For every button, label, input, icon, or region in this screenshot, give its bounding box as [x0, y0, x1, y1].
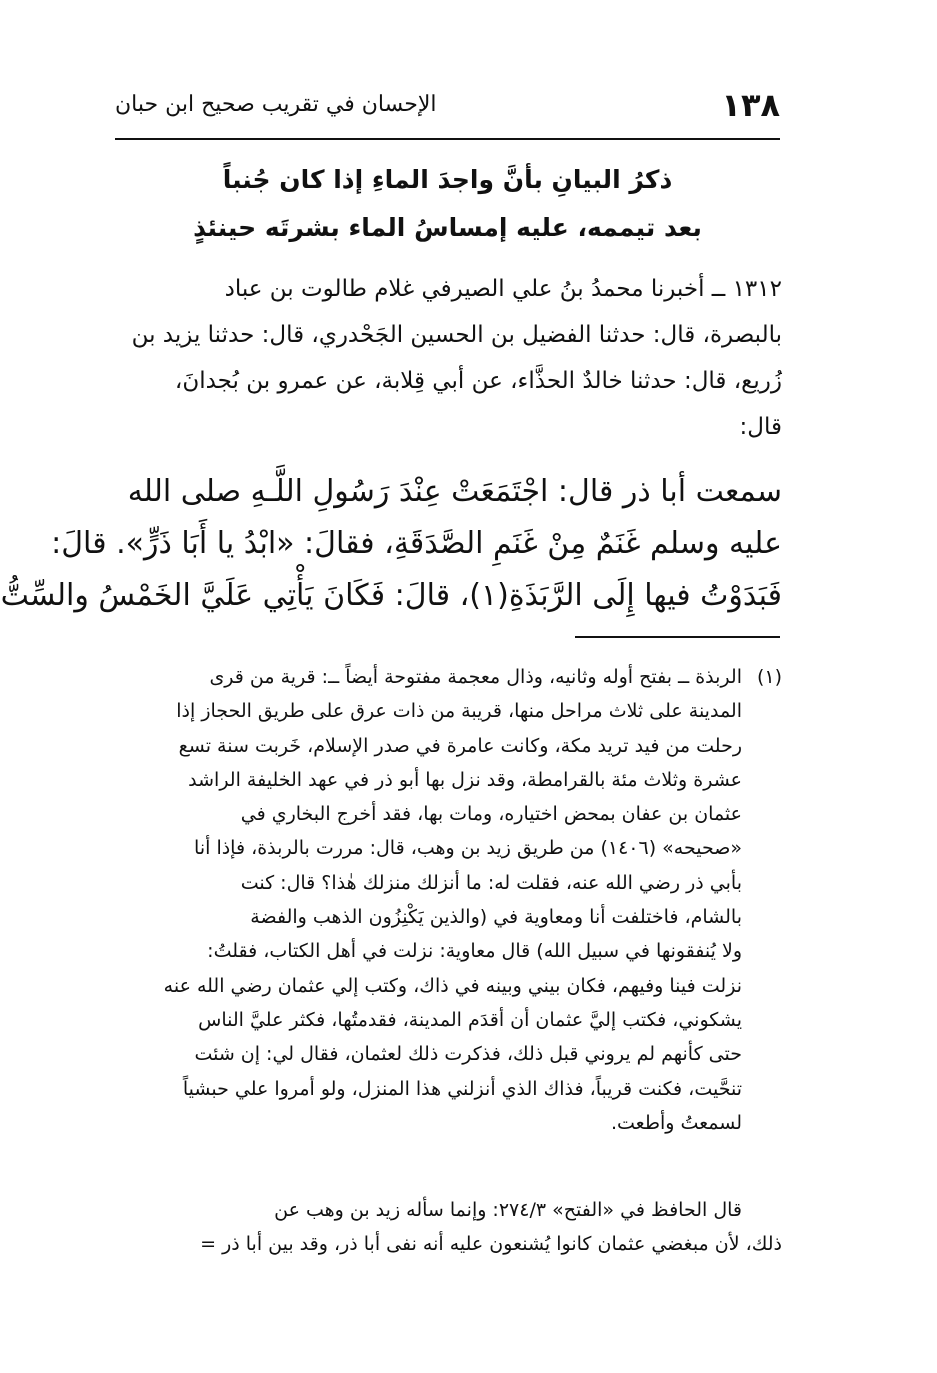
isnad-line: بالبصرة، قال: حدثنا الفضيل بن الحسين الجَحْدري، قال: حدثنا يزيد بن [131, 322, 782, 348]
isnad-line: قال: [739, 414, 782, 440]
footnote-number: (١) [756, 666, 782, 688]
footnote-line: لسمعتُ وأطعت. [610, 1111, 742, 1134]
footnote-line: قال الحافظ في «الفتح» ٢٧٤/٣: وإنما سأله زيد بن وهب عن [274, 1199, 742, 1221]
isnad-line: ١٣١٢ ــ أخبرنا محمدُ بنُ علي الصيرفي غلام طالوت بن عباد [224, 276, 782, 302]
footnote-line: تنحَّيت، فكنت قريباً، فذاك الذي أنزلني هذا المنزل، ولو أمروا علي حبشياً [182, 1077, 742, 1100]
footnote-line: ولا يُنفقونها في سبيل الله) قال معاوية: نزلت في أهل الكتاب، فقلتُ: [207, 940, 742, 963]
footnote-line: «صحيحه» (١٤٠٦) من طريق زيد بن وهب، قال: مررت بالربذة، فإذا أنا [194, 837, 742, 860]
page-header [115, 86, 780, 132]
footnote-divider [575, 636, 780, 638]
footnote-line: عثمان بن عفان بمحض اختياره، ومات بها، فقد أخرج البخاري في [240, 803, 742, 826]
isnad-line: زُريع، قال: حدثنا خالدٌ الحذَّاء، عن أبي قِلابة، عن عمرو بن بُجدانَ، [174, 368, 782, 394]
header-divider [115, 138, 780, 140]
hadith-chain-of-narration [112, 266, 782, 450]
footnote-line: رحلت من فيد تريد مكة، وكانت عامرة في صدر الإسلام، خَربت سنة تسع [178, 734, 742, 757]
footnote-text: الربذة ــ بفتح أوله وثانيه، وذال معجمة مفتوحة أيضاً ــ: قرية من قرى [209, 666, 742, 688]
footnote-continuation [112, 1193, 782, 1262]
chapter-heading-line: بعد تيممه، عليه إمساسُ الماء بشرتَه حينئذٍ [193, 213, 702, 242]
footnote-line: حتى كأنهم لم يروني قبل ذلك، فذكرت ذلك لعثمان، فقال لي: إن شئت [194, 1043, 742, 1066]
footnote-line: نزلت فينا وفيهم، فكان بيني وبينه في ذاك، وكتب إلي عثمان رضي الله عنه [163, 974, 742, 997]
matn-line: عليه وسلم غَنَمٌ مِنْ غَنَمِ الصَّدَقَةِ، فقالَ: «ابْدُ يا أَبَا ذَرٍّ». قالَ: [51, 526, 782, 561]
footnote-line: ذلك، لأن مبغضي عثمان كانوا يُشنعون عليه أنه نفى أبا ذر، وقد بين أبا ذر = [200, 1233, 782, 1256]
page-number: ١٣٨ [721, 86, 780, 124]
footnote-line [112, 660, 782, 694]
footnote-line: عشرة وثلاث مئة بالقرامطة، وقد نزل بها أبو ذر في عهد الخليفة الراشد [188, 768, 742, 791]
footnote-line: المدينة على ثلاث مراحل منها، قريبة من ذات عرق على طريق الحجاز إذا [176, 700, 742, 723]
footnote [112, 660, 782, 1140]
matn-line: سمعت أبا ذر قال: اجْتَمَعَتْ عِنْدَ رَسُولِ اللَّـهِ صلى الله [127, 474, 782, 509]
chapter-heading [115, 156, 780, 252]
chapter-heading-line: ذكرُ البيانِ بأنَّ واجدَ الماءِ إذا كان جُنباً [222, 165, 673, 194]
book-title: الإحسان في تقريب صحيح ابن حبان [115, 92, 437, 117]
footnote-line: بأبي ذر رضي الله عنه، فقلت له: ما أنزلك منزلك هٰذا؟ قال: كنت [240, 871, 742, 894]
hadith-text [0, 466, 782, 622]
footnote-line: بالشام، فاختلفت أنا ومعاوية في (والذين يَكْنِزُون الذهب والفضة [250, 906, 742, 929]
matn-line: فَبَدَوْتُ فيها إِلَى الرَّبَذَةِ(١)، قالَ: فَكَانَ يَأْتِي عَلَيَّ الخَمْسُ والسِّتُّ [0, 578, 782, 613]
footnote-line: يشكوني، فكتب إليَّ عثمان أن أقدَم المدينة، فقدمتُها، فكثر عليَّ الناس [198, 1008, 742, 1031]
